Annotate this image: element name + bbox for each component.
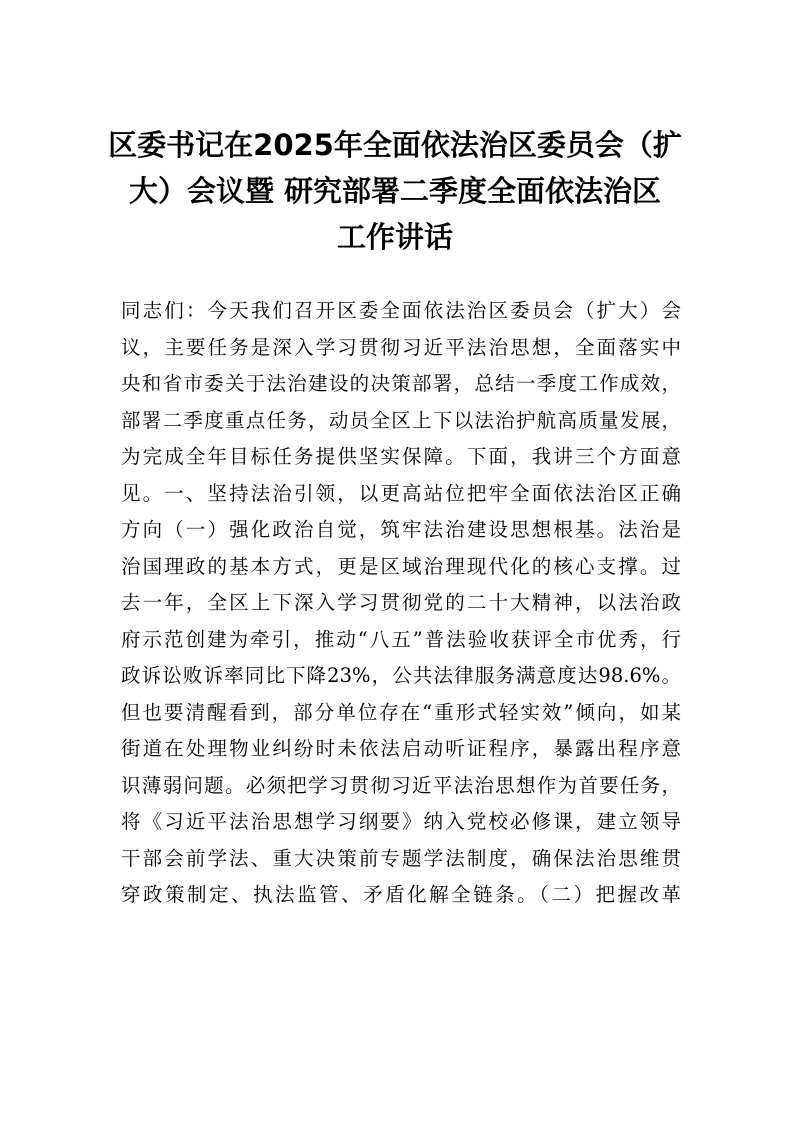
body-line: 为完成全年目标任务提供坚实保障。下面，我讲三个方面意 xyxy=(121,445,681,468)
title-line: 大）会议暨 研究部署二季度全面依法治区 xyxy=(128,174,662,208)
body-line: 穿政策制定、执法监管、矛盾化解全链条。（二）把握改革 xyxy=(121,883,681,906)
body-line: 街道在处理物业纠纷时未依法启动听证程序，暴露出程序意 xyxy=(121,737,681,760)
title-line: 区委书记在2025年全面依法治区委员会（扩 xyxy=(108,128,682,162)
title-line: 工作讲话 xyxy=(336,220,453,254)
document-title xyxy=(100,122,690,260)
body-line: 议，主要任务是深入学习贯彻习近平法治思想，全面落实中 xyxy=(121,335,681,359)
body-line: 干部会前学法、重大决策前专题学法制度，确保法治思维贯 xyxy=(121,846,681,870)
body-line: 治国理政的基本方式，更是区域治理现代化的核心支撑。过 xyxy=(121,554,681,578)
speech-body xyxy=(121,293,681,914)
body-line: 将《习近平法治思想学习纲要》纳入党校必修课，建立领导 xyxy=(121,810,681,833)
body-line: 去一年，全区上下深入学习贯彻党的二十大精神，以法治政 xyxy=(121,591,681,614)
body-line: 见。一、坚持法治引领，以更高站位把牢全面依法治区正确 xyxy=(121,481,681,505)
body-line: 同志们：今天我们召开区委全面依法治区委员会（扩大）会 xyxy=(121,299,681,322)
body-line: 但也要清醒看到，部分单位存在“重形式轻实效”倾向，如某 xyxy=(121,700,681,724)
body-line: 府示范创建为牵引，推动“八五”普法验收获评全市优秀，行 xyxy=(121,627,681,651)
body-line: 政诉讼败诉率同比下降23%，公共法律服务满意度达98.6%。 xyxy=(121,664,681,687)
body-line: 央和省市委关于法治建设的决策部署，总结一季度工作成效， xyxy=(121,372,681,395)
body-line: 识薄弱问题。必须把学习贯彻习近平法治思想作为首要任务， xyxy=(121,773,681,797)
body-line: 部署二季度重点任务，动员全区上下以法治护航高质量发展， xyxy=(121,408,681,432)
body-line: 方向（一）强化政治自觉，筑牢法治建设思想根基。法治是 xyxy=(121,518,681,541)
